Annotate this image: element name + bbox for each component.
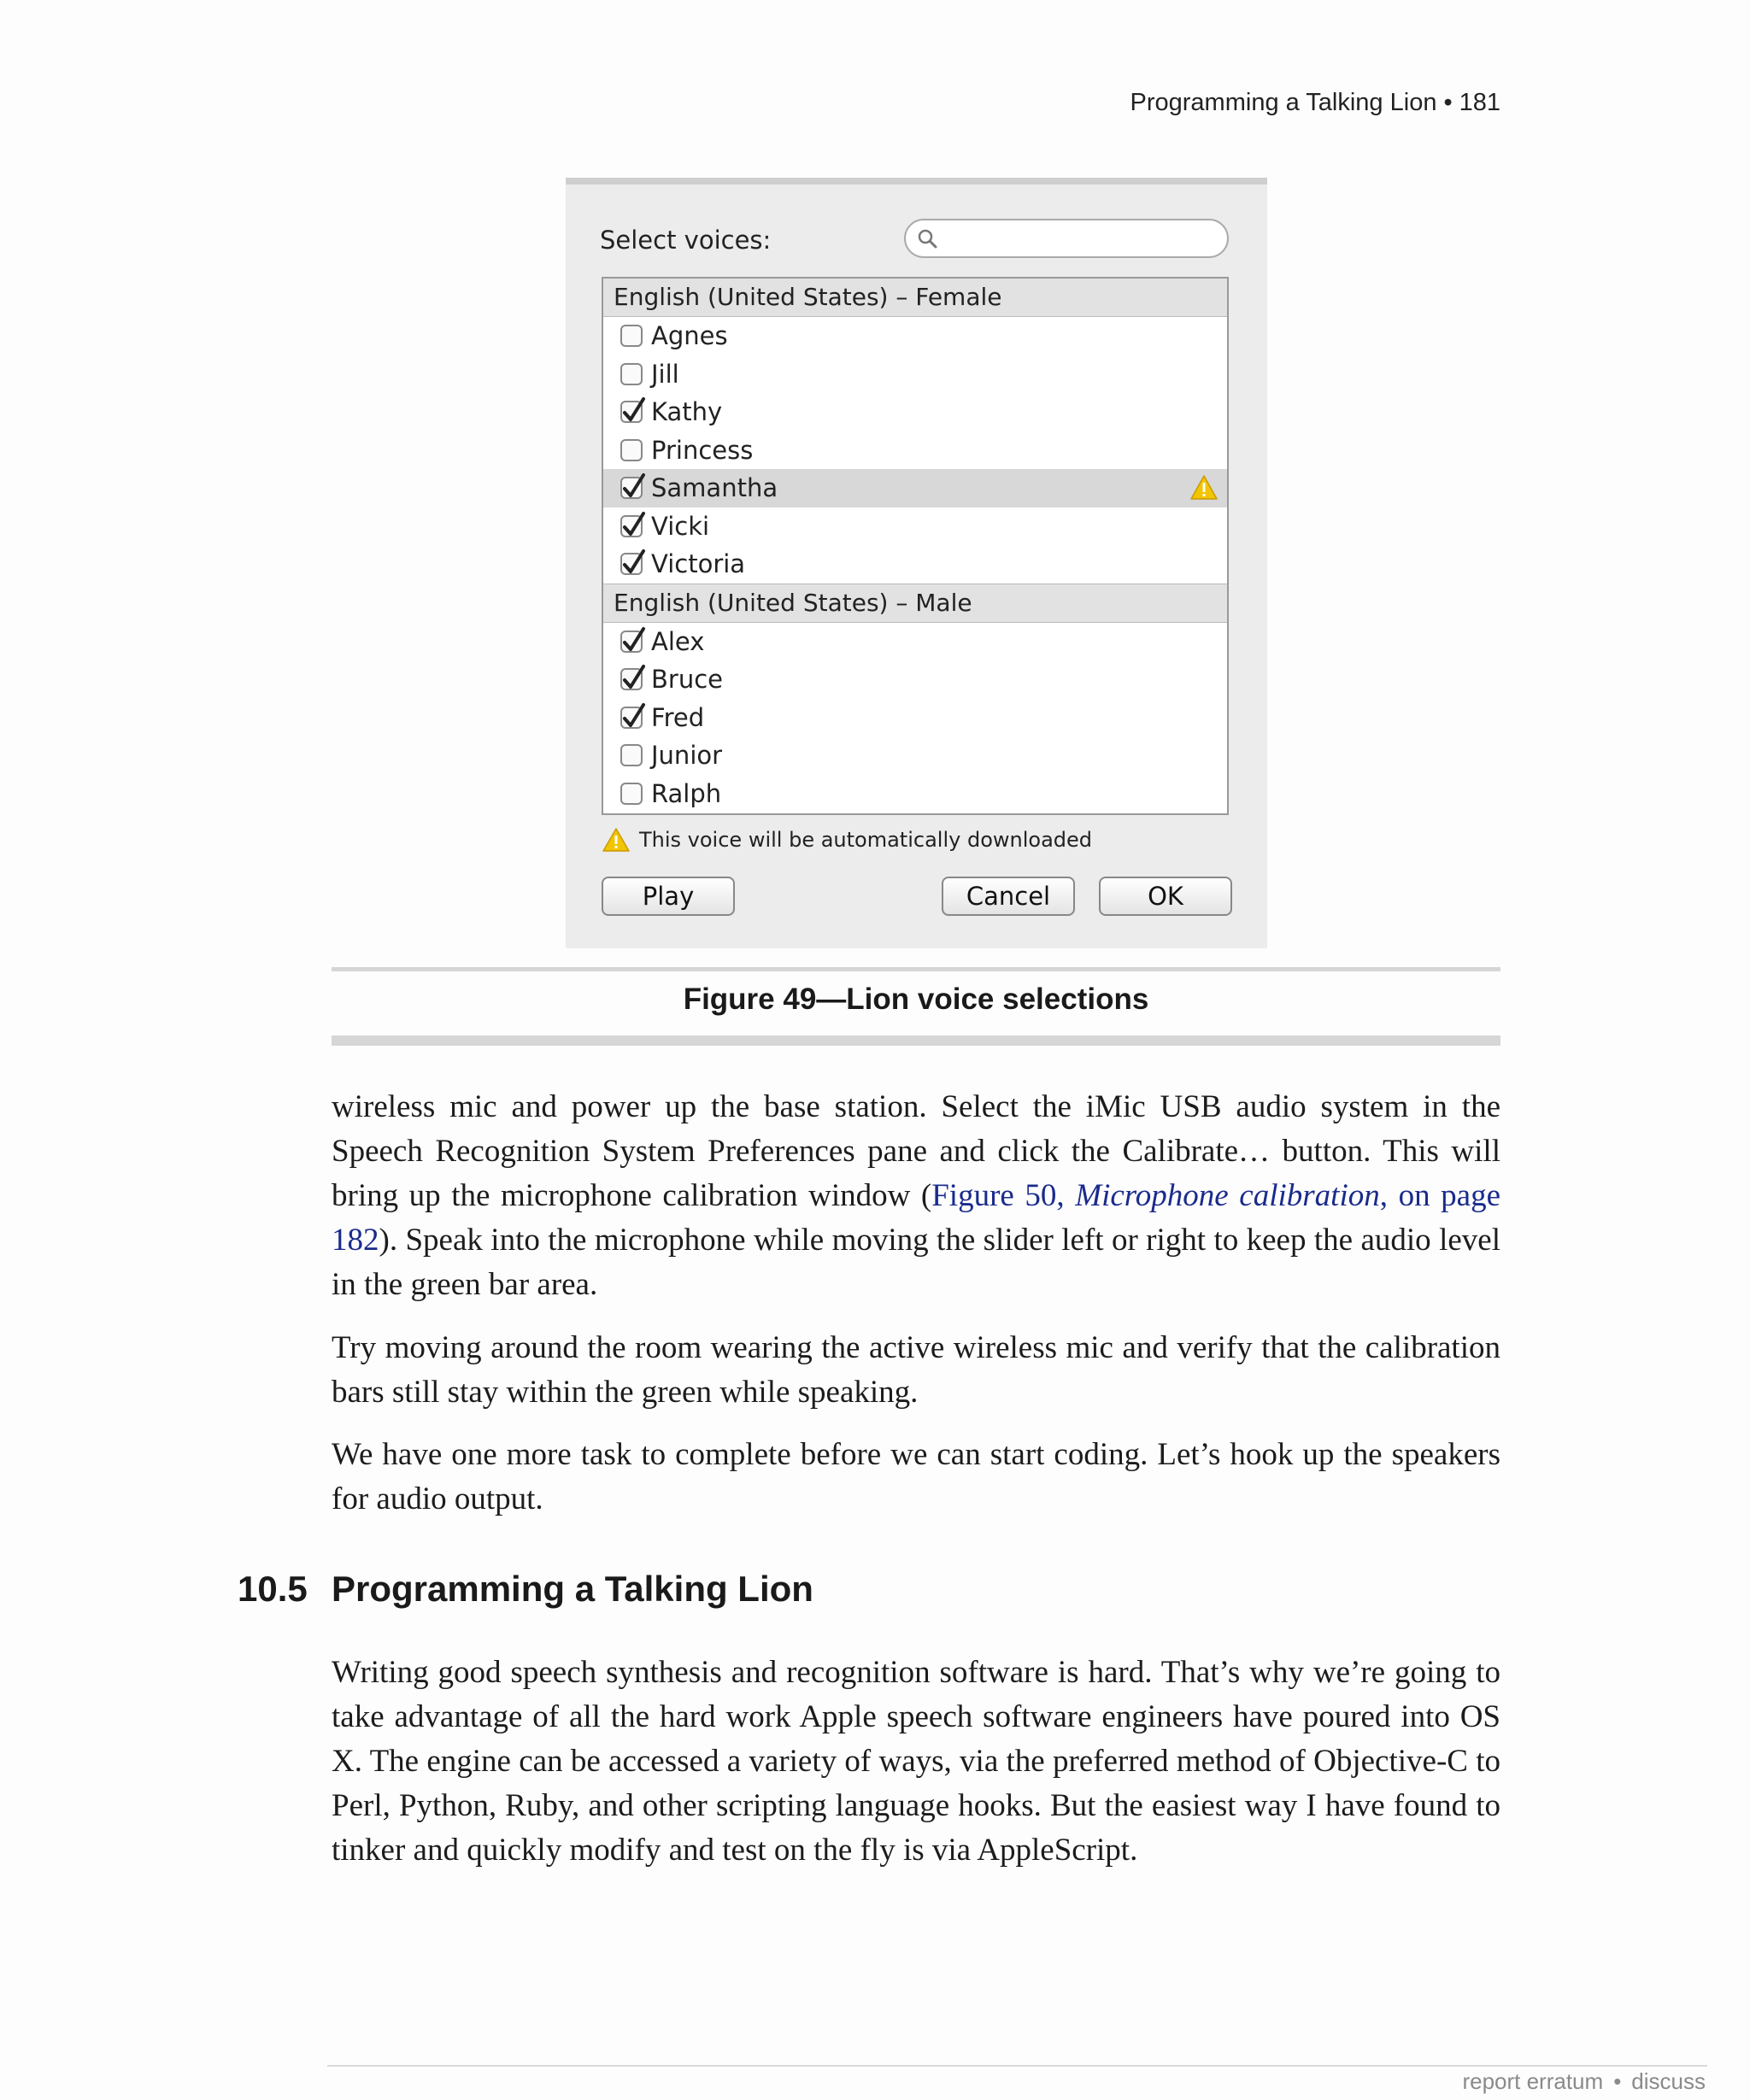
voice-name: Kathy [651,397,723,427]
voice-name: Samantha [651,473,778,503]
checkmark-icon [620,548,646,577]
voice-name: Fred [651,702,705,732]
checkmark-icon [620,625,646,654]
voice-row-fred[interactable] [603,699,1227,737]
figure-50-link-page: , on page 182 [332,1178,1500,1258]
paragraph-calibration-b: ). Speak into the microphone while moving the slider left or right to keep the audio level in the green bar area. [332,1223,1500,1302]
voice-checkbox[interactable] [620,363,643,385]
group-header-female: English (United States) – Female [603,279,1227,317]
caption-rule-bottom [332,1035,1500,1046]
voice-checkbox[interactable] [620,325,643,347]
voice-name: Ralph [651,778,722,808]
section-heading [238,1569,813,1610]
running-header-title: Programming a Talking Lion [1130,89,1437,116]
figure-caption: Figure 49—Lion voice selections [683,983,1149,1016]
voice-name: Alex [651,626,705,656]
voice-checkbox[interactable] [620,515,643,537]
voice-name: Bruce [651,665,723,695]
voice-row-bruce[interactable] [603,660,1227,699]
voice-row-ralph[interactable] [603,775,1227,813]
voice-row-junior[interactable] [603,736,1227,775]
voice-search-input[interactable] [904,219,1229,258]
voice-selection-dialog-screenshot [566,178,1267,948]
footer [1462,2068,1706,2095]
voice-name: Vicki [651,511,710,541]
voice-name: Jill [651,359,679,389]
voice-name: Agnes [651,321,728,351]
checkmark-icon [620,701,646,730]
section-title: Programming a Talking Lion [332,1569,813,1609]
voice-checkbox[interactable] [620,553,643,575]
paragraph-speakers: We have one more task to complete before we can start coding. Let’s hook up the speakers for audio output. [332,1437,1500,1516]
checkmark-icon [620,510,646,539]
section-number: 10.5 [238,1569,308,1609]
paragraph-wireless-test: Try moving around the room wearing the active wireless mic and verify that the calibration bars still stay within the green while speaking. [332,1330,1500,1410]
voice-checkbox[interactable] [620,477,643,499]
voice-row-samantha[interactable] [603,469,1227,507]
warning-icon [1189,474,1219,502]
play-button[interactable]: Play [602,877,735,916]
cancel-button[interactable]: Cancel [942,877,1075,916]
paragraph-calibration [332,1085,1500,1307]
figure-50-link-text: Figure 50, [931,1178,1076,1213]
caption-rule-top [332,967,1500,971]
page-number: 181 [1459,89,1500,116]
report-erratum-link[interactable]: report erratum [1462,2068,1604,2094]
voice-row-kathy[interactable] [603,393,1227,431]
voice-checkbox[interactable] [620,744,643,766]
checkmark-icon [620,663,646,692]
voice-checkbox[interactable] [620,783,643,805]
voice-row-alex[interactable] [603,623,1227,661]
voice-checkbox[interactable] [620,631,643,653]
checkmark-icon [620,396,646,425]
search-icon [916,227,938,249]
warning-icon [602,827,631,853]
footer-separator: • [1613,2068,1622,2094]
voice-name: Princess [651,435,754,465]
voice-list[interactable] [602,277,1229,815]
voice-row-victoria[interactable] [603,545,1227,584]
voice-name: Victoria [651,549,746,579]
figure-50-link-title: Microphone calibration [1075,1178,1380,1213]
voice-checkbox[interactable] [620,439,643,461]
voice-checkbox[interactable] [620,707,643,729]
footer-rule [327,2065,1707,2067]
voice-row-jill[interactable] [603,355,1227,394]
running-header [1130,89,1500,117]
discuss-link[interactable]: discuss [1631,2068,1706,2094]
voice-row-princess[interactable] [603,431,1227,470]
paragraph-calibration-a: wireless mic and power up the base station. Select the iMic USB audio system in the Speech Recognition System Preferences pane and click the Calibrate… button. This will bring up the microphone calibration window ( [332,1089,1500,1213]
paragraph-speech-synthesis: Writing good speech synthesis and recognition software is hard. That’s why we’re going to take advantage of all the hard work Apple speech software engineers have poured into OS X. The engine can be accessed a variety of ways, via the preferred method of Objective-C to Perl, Python, Ruby, and other scripting language hooks. But the easiest way I have found to tinker and quickly modify and test on the fly is via AppleScript. [332,1655,1500,1868]
ok-button[interactable]: OK [1099,877,1232,916]
running-header-bullet: • [1443,89,1453,116]
select-voices-label: Select voices: [600,226,772,255]
voice-name: Junior [651,741,723,771]
group-header-male: English (United States) – Male [603,584,1227,623]
voice-row-agnes[interactable] [603,317,1227,355]
voice-row-vicki[interactable] [603,507,1227,546]
voice-checkbox[interactable] [620,668,643,690]
checkmark-icon [620,472,646,501]
voice-checkbox[interactable] [620,401,643,423]
download-note [602,827,1092,853]
download-note-text: This voice will be automatically downloaded [639,828,1093,852]
